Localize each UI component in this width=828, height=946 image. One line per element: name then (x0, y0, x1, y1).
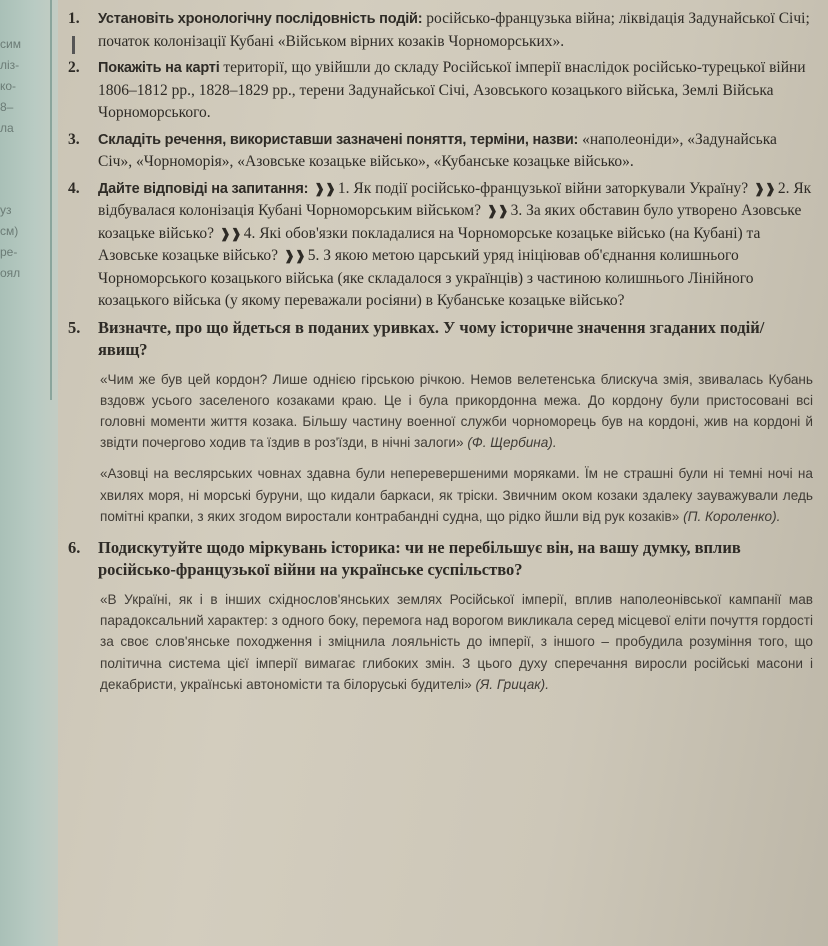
task-list (68, 8, 813, 705)
quote-text: «В Україні, як і в інших східнослов'янських землях Російської імперії, вплив наполеонівської кампанії мав парадоксальний характер: з одного боку, перемога над ворогом викликала серед місцевої еліти почуття гордості за своє слов'янське походження і зміцнила лояльність до імперії, з іншого – пробудила розуміння того, що політична система цієї імперії вимагає глибоких змін. З цього духу сперечання виросли російські масони і декабристи, українські автономісти та білоруські будителі» (100, 591, 813, 692)
question-2: 2. Як відбувалася колонізація Кубані Чорноморським військом? (98, 179, 812, 219)
task-title: Установіть хронологічну послідовність подій: (98, 11, 423, 27)
gutter-line: сим (0, 37, 21, 51)
gutter-text-top (0, 34, 58, 139)
gutter-line: оял (0, 266, 21, 280)
task-number: 5. (68, 317, 81, 337)
gutter-text-mid (0, 200, 58, 284)
quote-source: (П. Короленко). (683, 508, 781, 524)
question-marker-icon: ❱❱ (219, 225, 242, 241)
task-text: російсько-французька війна; ліквідація Задунайської Січі; початок колонізації Кубані «Військом вірних козаків Чорноморських». (98, 10, 810, 50)
task-5 (68, 317, 813, 527)
question-3: 3. За яких обставин було утворено Азовське козацьке військо? (98, 202, 802, 242)
gutter-line: ла (0, 121, 14, 135)
task-title: Складіть речення, використавши зазначені поняття, терміни, назви: (98, 131, 579, 148)
quote-block (98, 369, 813, 454)
gutter-line: 8– (0, 100, 14, 114)
task-heading: Подискутуйте щодо міркувань історика: чи не перебільшує він, на вашу думку, вплив російсько-французької війни на українське суспільство? (98, 537, 741, 579)
quote-block (98, 463, 813, 527)
task-3 (68, 129, 813, 174)
task-1 (68, 8, 813, 53)
gutter-line: ліз- (0, 58, 20, 72)
task-number: 1. (68, 10, 80, 27)
previous-page-edge (0, 0, 58, 946)
quote-source: (Я. Грицак). (475, 676, 549, 692)
task-title: Покажіть на карті (98, 60, 220, 76)
task-text: «наполеоніди», «Задунайська Січ», «Чорноморія», «Азовське козацьке військо», «Кубанське козацьке військо». (98, 130, 777, 170)
quote-source: (Ф. Щербина). (467, 435, 557, 451)
task-4 (68, 178, 813, 313)
question-5: 5. З якою метою царський уряд ініціював об'єднання колишнього Чорноморського козацького війська (яке складалося з українців) з частиною колишнього Лінійного козацького війська (у якому переважали росіяни) в Кубанське козацьке військо? (98, 247, 754, 309)
quote-block (98, 589, 813, 695)
task-title: Дайте відповіді на запитання: (98, 180, 309, 197)
question-marker-icon: ❱❱ (486, 203, 509, 218)
gutter-line: ре- (0, 245, 18, 259)
question-marker-icon: ❱❱ (754, 180, 776, 196)
gutter-line: ко- (0, 79, 17, 93)
task-number: 4. (68, 179, 80, 197)
question-marker-icon: ❱❱ (314, 180, 336, 196)
task-number: 6. (68, 537, 81, 557)
question-1: 1. Як події російсько-французької війни заторкували Україну? (337, 179, 749, 197)
task-number: 3. (68, 130, 80, 148)
gutter-line: см) (0, 224, 19, 238)
task-heading: Визначте, про що йдеться в поданих уривках. У чому історичне значення згаданих подій/явищ? (98, 317, 765, 359)
question-marker-icon: ❱❱ (283, 248, 306, 263)
task-6 (68, 537, 813, 695)
quote-text: «Азовці на веслярських човнах здавна були неперевершеними моряками. Їм не страшні були ні темні ночі на хвилях моря, ні морські буруни, що кидали баркаси, як тріски. Звичним оком козаки здалеку зауважували ледь помітні крапки, з яких згодом виростали контрабандні судна, що рідко йшли від рук козаків» (100, 466, 813, 524)
task-2 (68, 57, 813, 125)
gutter-line: уз (0, 203, 12, 217)
question-4: 4. Які обов'язки покладалися на Чорноморське козацьке військо (на Кубані) та Азовське козацьке військо? (98, 224, 761, 264)
task-text: території, що увійшли до складу Російської імперії внаслідок російсько-турецької війни 1806–1812 рр., 1828–1829 рр., терени Задунайської Січі, Азовського козацького війська, Землі Війська Чорноморського. (98, 59, 806, 121)
task-number: 2. (68, 59, 80, 76)
quote-text: «Чим же був цей кордон? Лише однією гірською річкою. Немов велетенська блискуча змія, звивалась Кубань вздовж усього заселеного козаками краю. Це і була прикордонна межа. До кордону були пристосовані всі головні моменти життя козака. Більшу частину военної служби чорноморець був на кордоні, жив на кордоні й звідти почергово ходив та їздив в роз'їзди, в нічні залоги» (100, 371, 813, 451)
